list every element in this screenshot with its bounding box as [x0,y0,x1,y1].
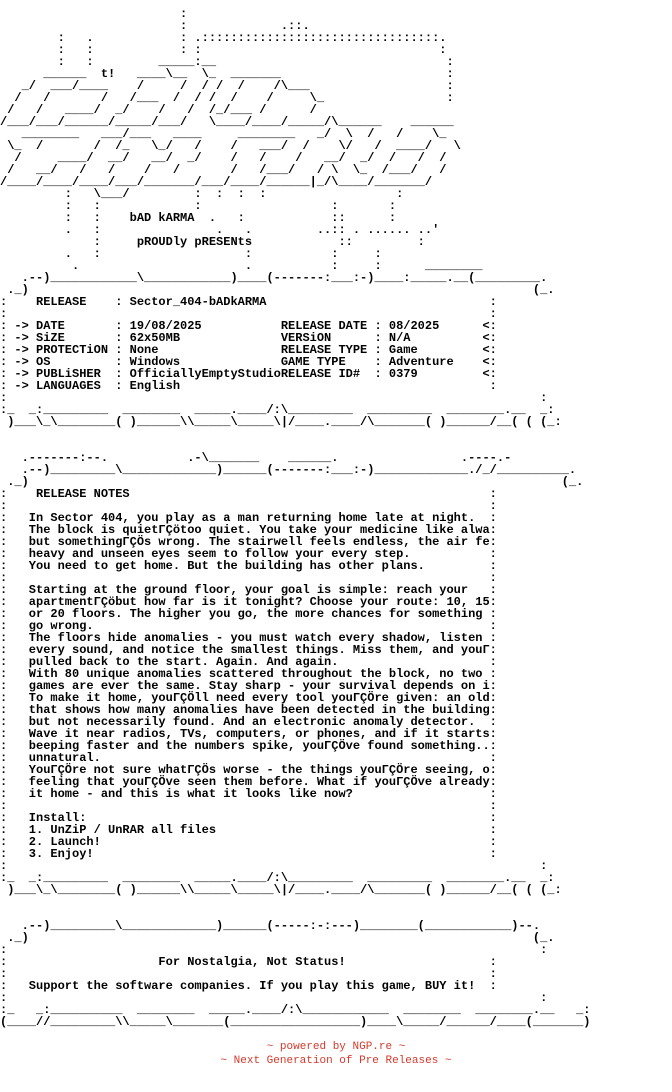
spacer: : : [0,307,497,321]
ascii-art-line [0,896,672,908]
release-note-line: : but not necessarily found. And an electronic anomaly detector. : [0,715,497,729]
release-note-line: : every sound, and notice the smallest things. Miss them, and youΓ: [0,643,497,657]
release-note-line: : that shows how many anomalies have been detected in the building: [0,703,497,717]
release-note-line: : You need to get home. But the building has other plans. : [0,559,497,573]
ascii-art-line: / ____/ __/ __/ _/ / / / __/ _/ / / / [0,151,454,165]
release-info-row: : -> PUBLiSHER : OfficiallyEmptyStudioRELEASE ID# : 0379 <: [0,367,497,381]
ascii-art-line [0,428,672,440]
ascii-art-line: )___\_\________( )______\\_____\_____\|/____.____/\_______( )______/__( ( (_: [0,883,562,897]
release-info-row: : -> OS : Windows GAME TYPE : Adventure <: [0,355,497,369]
release-note-line: : or 20 floors. The higher you go, the more chances for something : [0,607,497,621]
ascii-art-line: .--)_________\_____________)______(-------:___:-)_____________./_/__________. [0,463,577,477]
release-info-row: : -> SiZE : 62x50MB VERSiON : N/A <: [0,331,497,345]
ascii-art-line: :_ _:_________ ________ _____.____/:\_________ _________ ________.__ _: [0,403,555,417]
release-note-line: : The block is quietΓÇötoo quiet. You take your medicine like alwa: [0,523,497,537]
ascii-art-line: ._) (_. [0,931,555,945]
footer-support-line: : Support the software companies. If you play this game, BUY it! : [0,979,497,993]
release-info-row: : -> PROTECTiON : None RELEASE TYPE : Game <: [0,343,497,357]
spacer: : : [0,967,497,981]
ascii-art-line: )___\_\________( )______\\_____\_____\|/____.____/\_______( )______/__( ( (_: [0,415,562,429]
release-info-row: : -> LANGUAGES : English : [0,379,497,393]
ascii-art-line: :_ _:__________ ________ _____.____/:\____________ ________ ________.__ _: [0,1003,591,1017]
ascii-art-line: : . : .:::::::::::::::::::::::::::::::::. [0,31,447,45]
ascii-art-line: ________ ___/___ ____ ________ _/ \ / / \_ [0,127,461,141]
ascii-art-line: ______ t! ____\__ \_ _______ : [0,67,454,81]
ascii-art-line: . : : : : [0,247,382,261]
footer-nostalgia-line: : For Nostalgia, Not Status! : [0,955,497,969]
ascii-art-line: ._) (_. [0,283,555,297]
release-info-row: : -> DATE : 19/08/2025 RELEASE DATE : 08/2025 <: [0,319,497,333]
ascii-art-line: (____//_________\\_____\_______(__________________)____\_____/______/____(_______) [0,1015,591,1028]
release-note-line: : heavy and unseen eyes seem to follow your every step. : [0,547,497,561]
release-note-line: : apartmentΓÇöbut how far is it tonight? Choose your route: 10, 15: [0,595,497,609]
ascii-art-line: : : bAD kARMA . : :: : [0,211,397,225]
release-note-line: : feeling that youΓÇÖve seen them before. What if youΓÇÖve already: [0,775,497,789]
notes-title: : RELEASE NOTES : [0,487,497,501]
release-note-line: : The floors hide anomalies - you must watch every shadow, listen : [0,631,497,645]
ascii-art-line: : \___/ : : : : : [0,187,404,201]
release-note-line: : With 80 unique anomalies scattered throughout the block, no two : [0,667,497,681]
release-note-line: : In Sector 404, you play as a man returning home late at night. : [0,511,497,525]
ascii-art-line: : : _____:__ : [0,55,454,69]
ascii-art-line: . . : : ________ [0,259,483,273]
release-note-line: : YouΓÇÖre not sure whatΓÇÖs worse - the things youΓÇÖre seeing, o: [0,763,497,777]
release-note-line: : unnatural. : [0,751,497,765]
ascii-art-line: : : : : : [0,199,397,213]
ascii-art-line: : : [0,391,548,405]
ascii-art-line: .--)_________\_____________)______(-----:-:---)________(____________)--. [0,919,541,933]
ascii-art-line: / __/ / / / / / /___/ / \ \_ /___/ / [0,163,461,177]
release-note-line: : pulled back to the start. Again. And again. : [0,655,497,669]
ascii-art-line: / / ____/ _/ / / /_/___ / / [0,103,454,117]
ascii-art-line: /____/____/____/___/_______/___/____/______|_/\____/_______/ [0,175,454,189]
nfo-text-area [0,8,672,1028]
release-note-line: : it home - and this is what it looks like now? : [0,787,497,801]
ngp-tagline-credit: ~ Next Generation of Pre Releases ~ [220,1055,452,1067]
release-note-line: : Starting at the ground floor, your goal is simple: reach your : [0,583,497,597]
release-note-line: : : [0,571,497,585]
ascii-art-line: / / / /___ / / / / / \_ : [0,91,454,105]
ascii-art-line: ._) (_. [0,475,584,489]
powered-by-credit: ~ powered by NGP.re ~ [266,1041,406,1053]
ascii-art-line: : : : : : [0,43,447,57]
release-note-line: : but somethingΓÇÖs wrong. The stairwell feels endless, the air fe: [0,535,497,549]
release-name-line: : RELEASE : Sector_404-bADkARMA : [0,295,497,309]
ascii-art-line: : : [0,859,548,873]
release-note-line: : beeping faster and the numbers spike, youΓÇÖve found something..: [0,739,497,753]
release-note-line: : go wrong. : [0,619,497,633]
ascii-art-line: :_ _:_________ ________ _____.____/:\_________ _________ ________.__ _: [0,871,555,885]
release-note-line: : Wave it near radios, TVs, computers, or phones, and if it starts: [0,727,497,741]
release-note-line: : games are ever the same. Stay sharp - your survival depends on i: [0,679,497,693]
spacer: : : [0,499,497,513]
ascii-art-line: . : . . ..:: . ...... ..' [0,223,440,237]
ascii-art-line: .--)____________\____________)____(-------:___:-)____:_____.__(_________. [0,271,548,285]
ascii-art-line: : [0,8,188,21]
ascii-art-line: _/ ___/____ / / / / / /\___ : [0,79,454,93]
ascii-art-line: \_ / / /_ \_/ / / ___/ / \/ / ____/ \ [0,139,461,153]
release-note-line: : 1. UnZiP / UnRAR all files : [0,823,497,837]
release-note-line: : 2. Launch! : [0,835,497,849]
release-note-line: : Install: : [0,811,497,825]
release-note-line: : 3. Enjoy! : [0,847,497,861]
ascii-art-line: : : [0,943,548,957]
ascii-art-line: : pROUDly pRESENts :: : [0,235,425,249]
release-note-line: : : [0,799,497,813]
ascii-art-line: .-------:--. .-\_______ ______. .----.- [0,451,526,465]
release-note-line: : To make it home, youΓÇÖll need every tool youΓÇÖre given: an old: [0,691,497,705]
ascii-art-line: /___/___/______/_____/___/ \____/____/_____/\______ ______ [0,115,454,129]
ascii-art-line: : : [0,991,548,1005]
ascii-art-line: : .::. [0,19,310,33]
